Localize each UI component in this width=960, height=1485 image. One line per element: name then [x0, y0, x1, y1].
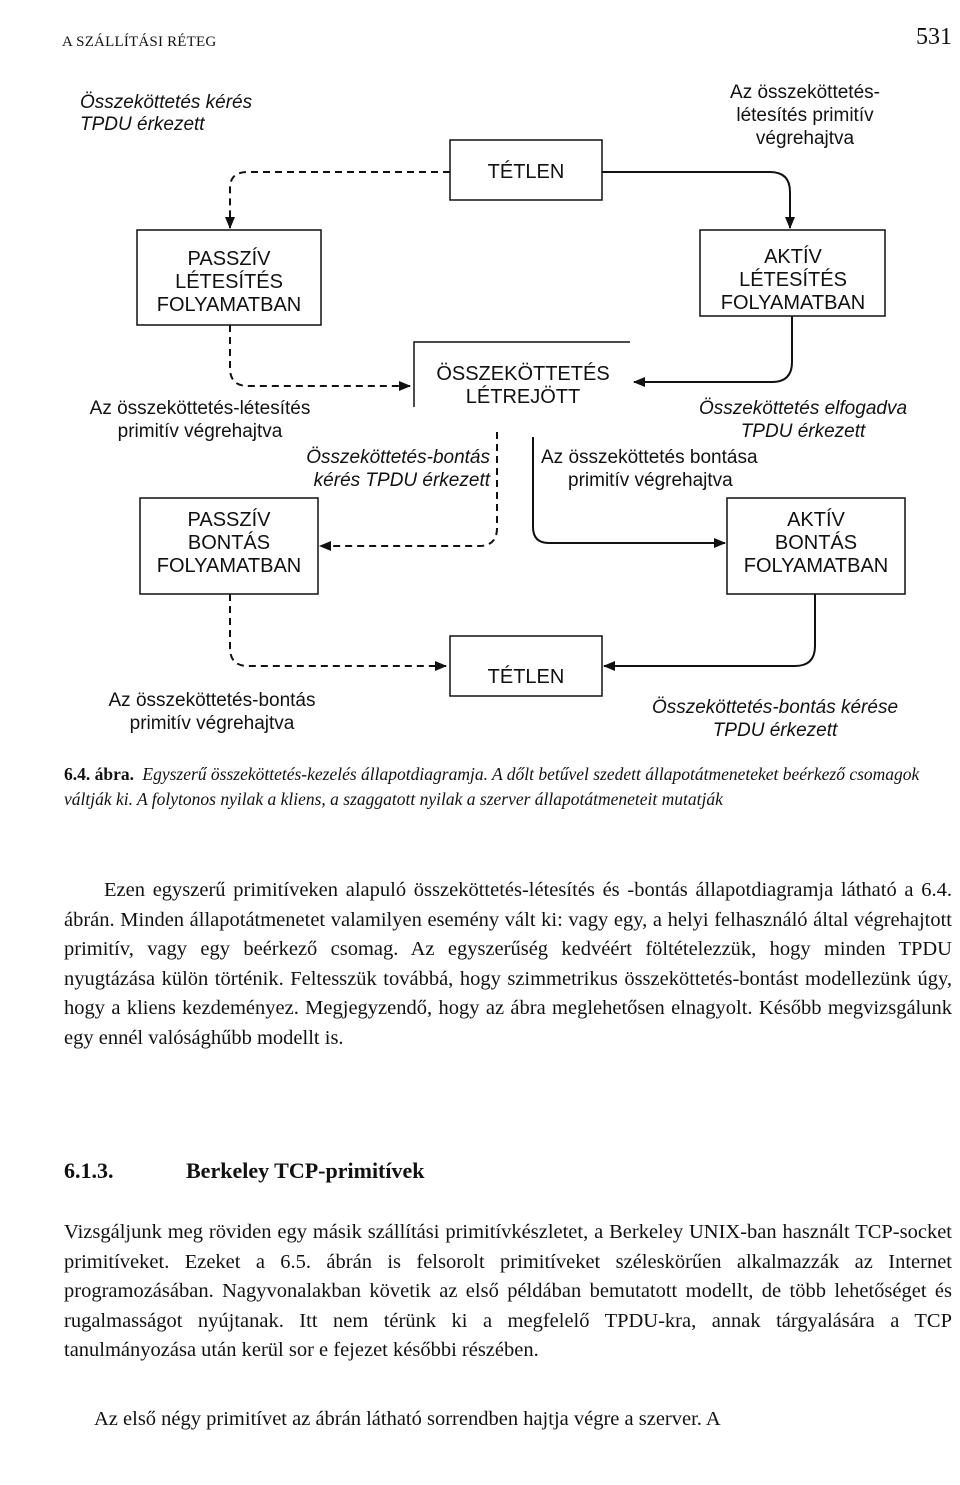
state-passive-disconnect-label-1: PASSZÍV: [187, 509, 271, 531]
state-idle-bottom-label: TÉTLEN: [487, 666, 565, 688]
label-disconnect-primitive-server-1: Az összeköttetés-bontás: [108, 690, 316, 711]
state-passive-establish-label-3: FOLYAMATBAN: [156, 294, 302, 316]
figure-caption: [64, 762, 944, 812]
body-paragraph: Vizsgáljunk meg röviden egy másik szállítási primitívkészletet, a Berkeley UNIX-ban használt TCP-socket primitíveket. Ezeket a 6.5. ábrán is felsorolt primitíveket széleskörűen alkalmazzák az Internet programozásában. Nagyvonalakban követik az első példában bemutatott modellt, de több lehetőséget és rugalmasságot nyújtanak. Itt nem térünk ki a megfelelő TPDU-kra, annak tárgyalására a TCP tanulmányozása után kerül sor e fejezet későbbi részében.: [64, 1221, 952, 1361]
state-active-establish-label-3: FOLYAMATBAN: [720, 292, 866, 314]
label-disc-request-tpdu-client-1: Összeköttetés-bontás kérése: [651, 697, 899, 718]
label-disc-request-tpdu-2: kérés TPDU érkezett: [313, 470, 490, 491]
label-connect-primitive-server-1: Az összeköttetés-létesítés: [89, 398, 311, 419]
arrow-active-disconnect-to-idle: [604, 594, 815, 666]
state-passive-disconnect-label-2: BONTÁS: [187, 532, 271, 554]
figure-label: 6.4. ábra.: [64, 764, 134, 784]
label-conn-request-tpdu-1: Összeköttetés kérés: [80, 92, 253, 113]
arrow-passive-establish-to-established: [230, 325, 410, 386]
state-established-label-2: LÉTREJÖTT: [465, 386, 581, 408]
state-passive-establish-label-1: PASSZÍV: [187, 248, 271, 270]
label-conn-request-tpdu-2: TPDU érkezett: [80, 114, 205, 135]
arrow-idle-to-active-establish: [602, 172, 790, 228]
label-disc-request-tpdu-client-2: TPDU érkezett: [712, 720, 838, 741]
arrow-active-establish-to-established: [634, 316, 792, 382]
state-passive-establish-label-2: LÉTESÍTÉS: [175, 271, 283, 293]
label-disconnect-primitive-1: Az összeköttetés bontása: [541, 447, 758, 468]
label-connect-primitive-3: végrehajtva: [755, 128, 855, 149]
state-passive-disconnect-label-3: FOLYAMATBAN: [156, 555, 302, 577]
section-heading: [64, 1158, 425, 1184]
figure-caption-text: Egyszerű összeköttetés-kezelés állapotdiagramja. A dőlt betűvel szedett állapotátmeneteket beérkező csomagok váltják ki. A folytonos nyilak a kliens, a szaggatott nyilak a szerver állapotátmeneteit mutatják: [64, 764, 920, 809]
section-title: Berkeley TCP-primitívek: [186, 1158, 425, 1183]
label-conn-accepted-tpdu-1: Összeköttetés elfogadva: [698, 398, 908, 419]
state-established-label-1: ÖSSZEKÖTTETÉS: [436, 363, 610, 385]
section-number: 6.1.3.: [64, 1158, 114, 1183]
body-paragraph: Ezen egyszerű primitíveken alapuló összeköttetés-létesítés és -bontás állapotdiagramja látható a 6.4. ábrán. Minden állapotátmenetet valamilyen esemény vált ki: vagy egy, a helyi felhasználó által végrehajtott primitív, vagy egy beérkező csomag. Az egyszerűség kedvéért föltételezzük, hogy minden TPDU nyugtázása külön történik. Feltesszük továbbá, hogy szimmetrikus összeköttetés-bontást modellezünk úgy, hogy a kliens kezdeményez. Megjegyzendő, hogy az ábra meglehetősen elnagyolt. Később megvizsgálunk egy ennél valósághűbb modellt is.: [64, 879, 952, 1049]
arrow-passive-disconnect-to-idle: [230, 594, 446, 666]
arrow-idle-to-passive-establish: [230, 172, 450, 228]
page-number: 531: [916, 24, 952, 50]
state-active-establish-label-1: AKTÍV: [764, 246, 822, 268]
label-connect-primitive-server-2: primitív végrehajtva: [117, 421, 283, 442]
label-conn-accepted-tpdu-2: TPDU érkezett: [740, 421, 866, 442]
state-idle-top-label: TÉTLEN: [487, 161, 565, 183]
state-diagram: [0, 80, 960, 760]
label-disc-request-tpdu-1: Összeköttetés-bontás: [306, 447, 490, 468]
label-connect-primitive-2: létesítés primitív: [736, 105, 874, 126]
state-active-disconnect-label-1: AKTÍV: [787, 509, 845, 531]
state-active-establish-label-2: LÉTESÍTÉS: [739, 269, 847, 291]
label-disconnect-primitive-server-2: primitív végrehajtva: [129, 713, 295, 734]
body-paragraph: Az első négy primitívet az ábrán látható sorrendben hajtja végre a szerver. A: [94, 1408, 721, 1430]
state-active-disconnect-label-3: FOLYAMATBAN: [743, 555, 889, 577]
running-header: A SZÁLLÍTÁSI RÉTEG: [62, 34, 217, 50]
state-active-disconnect-label-2: BONTÁS: [774, 532, 858, 554]
label-disconnect-primitive-2: primitív végrehajtva: [568, 470, 733, 491]
label-connect-primitive-1: Az összeköttetés-: [730, 82, 880, 103]
